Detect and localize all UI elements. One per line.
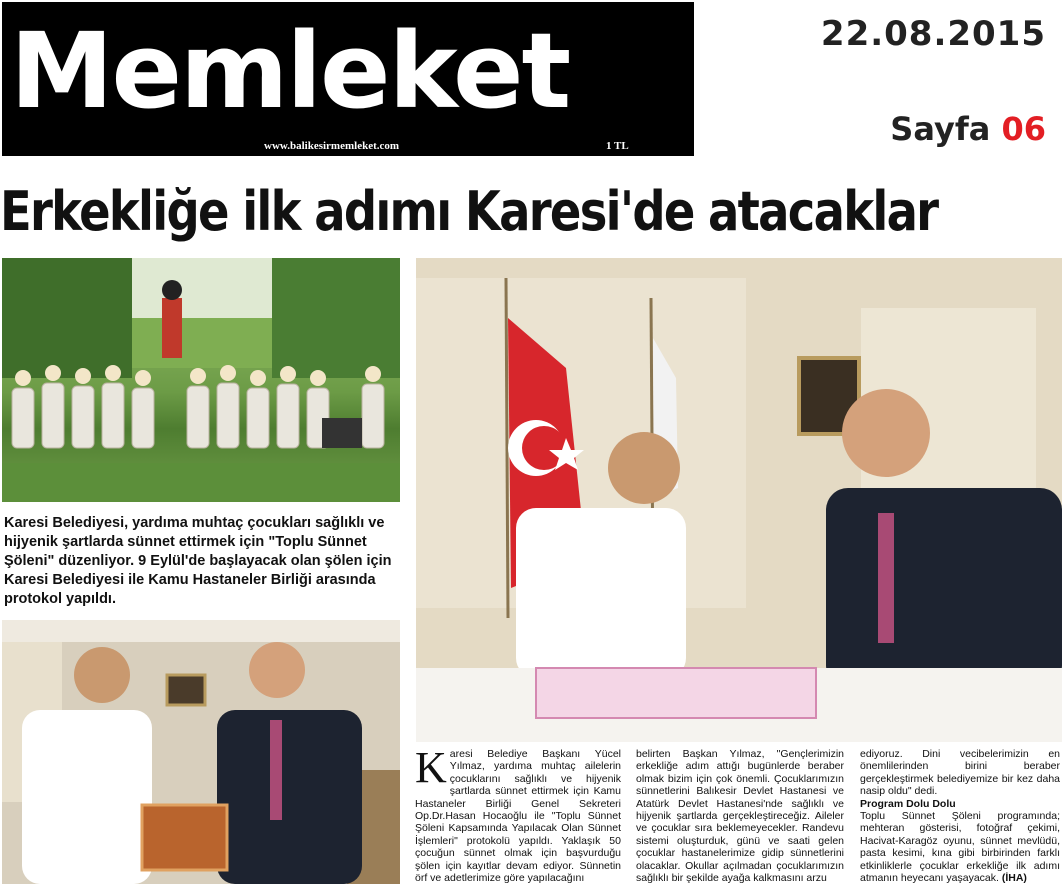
article-subheading: Program Dolu Dolu [860, 797, 956, 810]
article-text-1: aresi Belediye Başkanı Yücel Yılmaz, yardıma muhtaç ailelerin çocuklarını sağlıklı ve hijyenik şartlarda sünnet ettirmek için Kamu Hastaneler Birliği Genel Sekreteri Op.Dr.Hasan Hocaoğlu ile "Toplu Sünnet Şöleni Kapsamında Yapılacak Olan Sünnet İşlemleri" protokolü yapıldı. Yaklaşık 50 çocuğun sünnet olmak için başvurduğu şölen için kayıtlar devam ediyor. Sünnetin örf ve adetlerimize göre yapılacağını [415, 748, 621, 885]
page-label: Sayfa [890, 110, 991, 148]
page-number [890, 110, 1046, 148]
article-column-1 [415, 743, 621, 885]
signing-photo-illustration [416, 258, 1062, 742]
headline: Erkekliğe ilk adımı Karesi'de atacaklar [0, 180, 938, 243]
page-number-value: 06 [1001, 110, 1046, 148]
gift-photo [2, 620, 400, 884]
masthead [2, 2, 694, 156]
group-photo [2, 258, 400, 502]
article-text-4: Toplu Sünnet Şöleni programında; mehteran gösterisi, fotoğraf çekimi, Hacivat-Karagöz oyunu, sünnet mevlüdü, pasta kesimi, kına gibi birbirinden farklı etkinliklerle çocuklar erkekliğe ilk adımı atmanın heyecanı yaşayacak. [860, 810, 1060, 885]
article-column-2 [636, 748, 844, 884]
article-text-3: ediyoruz. Dini vecibelerimizin en önemlilerinden birini beraber gerçekleştirmek belediyemize bir kez daha nasip oldu" dedi. [860, 748, 1060, 798]
group-photo-illustration [2, 258, 400, 502]
article-text-2: belirten Başkan Yılmaz, "Gençlerimizin erkekliğe adım attığı bugünlerde beraber olmak bizim için çok önemli. Çocuklarımızın sünnetlerini Balıkesir Devlet Hastanesi ve Atatürk Devlet Hastanesi'nde sağlıklı ve hijyenik şartlarda gerçekleştireceğiz. Aileler ve çocuklar sıra beklemeyecekler. Randevu sistemi oluşturduk, günü ve saati gelen çocuklar hastanelerimize gidip sünnetlerini olacaklar. Okullar açılmadan çocuklarımızın sağlıklı bir şekilde ayağa kalkmasını arzu [636, 748, 844, 885]
website-url: www.balikesirmemleket.com [264, 140, 400, 152]
issue-date: 22.08.2015 [820, 14, 1046, 54]
news-agency-credit: (İHA) [1001, 872, 1027, 885]
signing-photo [416, 258, 1062, 742]
gift-photo-illustration [2, 620, 400, 884]
lede-paragraph: Karesi Belediyesi, yardıma muhtaç çocukları sağlıklı ve hijyenik şartlarda sünnet ettirmek için "Toplu Sünnet Şöleni" düzenliyor. 9 Eylül'de başlayacak olan şölen için Karesi Belediyesi ile Kamu Hastaneler Birliği arasında protokol yapıldı. [4, 515, 392, 607]
drop-cap: K [415, 743, 447, 792]
newspaper-logo: Memleket [10, 10, 570, 132]
price-label: 1 TL [606, 140, 629, 152]
article-column-3 [860, 748, 1060, 884]
